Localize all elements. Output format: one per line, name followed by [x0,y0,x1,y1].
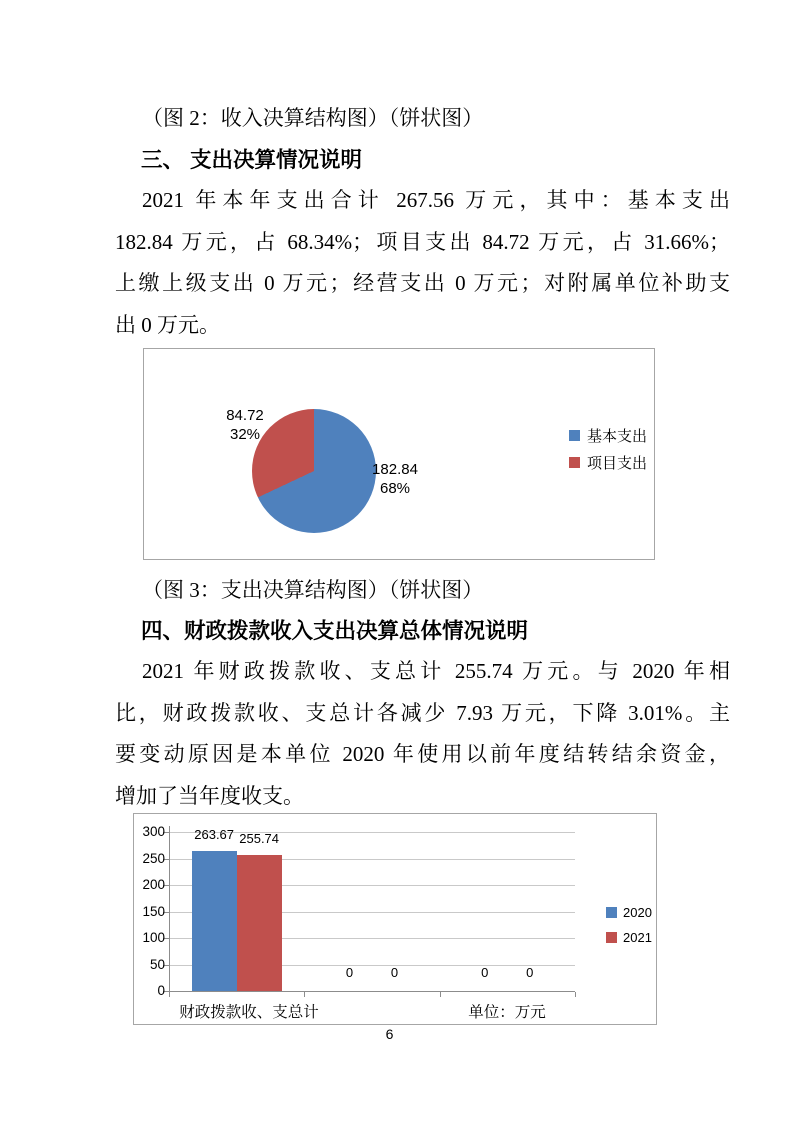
paragraph-line: 出 0 万元。 [115,312,220,337]
y-axis-label: 150 [142,903,165,919]
pie-legend [569,428,647,470]
paragraph-line: 上缴上级支出 0 万元；经营支出 0 万元；对附属单位补助支 [115,271,730,295]
legend-item-basic-expenditure [569,428,647,443]
section3-paragraph [115,180,730,346]
y-axis-label: 200 [142,877,165,892]
y-axis-label: 100 [142,930,165,945]
x-axis-tick [575,992,576,997]
y-axis-label: 300 [142,824,165,839]
bar-value-label: 0 [526,965,534,980]
bar-value-label: 0 [481,965,489,980]
figure3-caption: （图 3：支出决算结构图）（饼状图） [142,578,484,602]
pie-value: 182.84 [372,461,418,478]
legend-label: 2021 [623,930,652,945]
bar-plot-area [134,814,658,1026]
legend-item-2020 [606,905,652,920]
bar-value-label: 255.74 [239,831,280,847]
x-axis-tick [440,992,441,997]
bar-value-label: 263.67 [194,827,235,843]
expenditure-pie-chart [143,348,655,560]
legend-swatch-red-icon [606,932,617,943]
y-axis-label: 250 [142,850,165,866]
legend-label: 基本支出 [587,428,648,445]
bar-value-label: 0 [390,965,399,980]
pie-label-project-expenditure [214,407,276,444]
y-axis-label: 0 [157,983,165,998]
paragraph-line: 2021 年财政拨款收、支总计 255.74 万元。与 2020 年相 [142,659,730,683]
x-axis-tick [169,992,170,997]
legend-item-project-expenditure [569,455,647,470]
legend-swatch-red-icon [569,457,580,468]
bar-legend [606,905,652,945]
pie-percent: 68% [379,479,411,497]
pie-label-basic-expenditure [361,461,429,498]
bar-2020 [192,851,237,991]
y-axis-label: 50 [149,956,165,972]
bar-unit-label: 单位：万元 [468,1004,546,1021]
section4-heading: 四、财政拨款收入支出决算总体情况说明 [141,619,529,643]
paragraph-line: 182.84 万元，占 68.34%；项目支出 84.72 万元，占 31.66%； [115,229,730,254]
legend-label: 项目支出 [587,455,648,472]
legend-swatch-blue-icon [569,430,580,441]
x-axis-line [169,991,575,992]
figure2-caption: （图 2：收入决算结构图）（饼状图） [142,106,484,130]
paragraph-line: 比，财政拨款收、支总计各减少 7.93 万元，下降 3.01%。主 [115,700,730,725]
y-axis-line [169,826,170,992]
bar-category-label: 财政拨款收、支总计 [179,1004,319,1021]
bar-2021 [237,855,282,991]
pie-percent: 32% [229,425,261,443]
paragraph-line: 增加了当年度收支。 [115,783,304,808]
x-axis-tick [304,992,305,997]
legend-item-2021 [606,930,652,945]
paragraph-line: 要变动原因是本单位 2020 年使用以前年度结转结余资金， [115,742,730,766]
legend-label: 2020 [623,905,652,920]
section4-paragraph [115,651,730,817]
section3-heading: 三、 支出决算情况说明 [141,148,362,172]
bar-value-label: 0 [345,965,354,980]
page-number: 6 [385,1026,394,1042]
legend-swatch-blue-icon [606,907,617,918]
fiscal-appropriation-bar-chart [133,813,657,1025]
pie-value: 84.72 [226,407,264,424]
paragraph-line: 2021 年本年支出合计 267.56 万元，其中：基本支出 [142,188,730,212]
